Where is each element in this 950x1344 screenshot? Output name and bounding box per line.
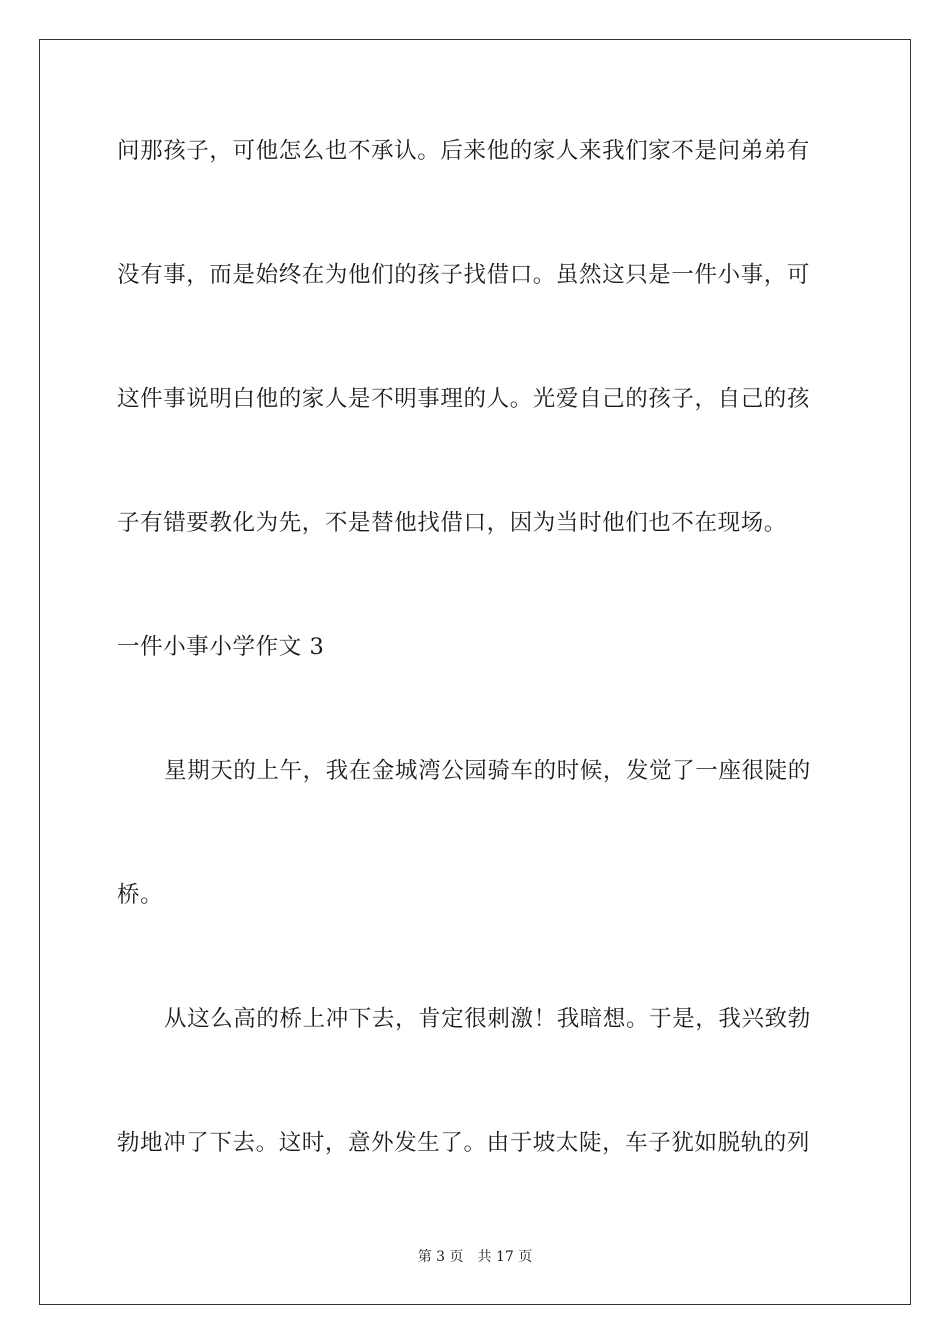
text-line-2: 没有事，而是始终在为他们的孩子找借口。虽然这只是一件小事，可 [117, 262, 811, 288]
page-footer [0, 1248, 950, 1266]
text-line-7: 桥。 [117, 882, 164, 908]
text-line-9: 勃地冲了下去。这时，意外发生了。由于坡太陡，车子犹如脱轨的列 [117, 1130, 811, 1156]
text-line-8: 从这么高的桥上冲下去，肯定很刺激！我暗想。于是，我兴致勃 [164, 1006, 811, 1032]
text-line-1: 问那孩子，可他怎么也不承认。后来他的家人来我们家不是问弟弟有 [117, 138, 811, 164]
page-number: 第 3 页 [417, 1249, 464, 1265]
section-heading: 一件小事小学作文 3 [117, 634, 325, 660]
text-line-4: 子有错要教化为先，不是替他找借口，因为当时他们也不在现场。 [117, 510, 787, 536]
text-line-3: 这件事说明白他的家人是不明事理的人。光爱自己的孩子，自己的孩 [117, 386, 811, 412]
page-frame [39, 39, 911, 1305]
text-line-6: 星期天的上午，我在金城湾公园骑车的时候，发觉了一座很陡的 [164, 758, 811, 784]
page-total: 共 17 页 [477, 1249, 533, 1265]
